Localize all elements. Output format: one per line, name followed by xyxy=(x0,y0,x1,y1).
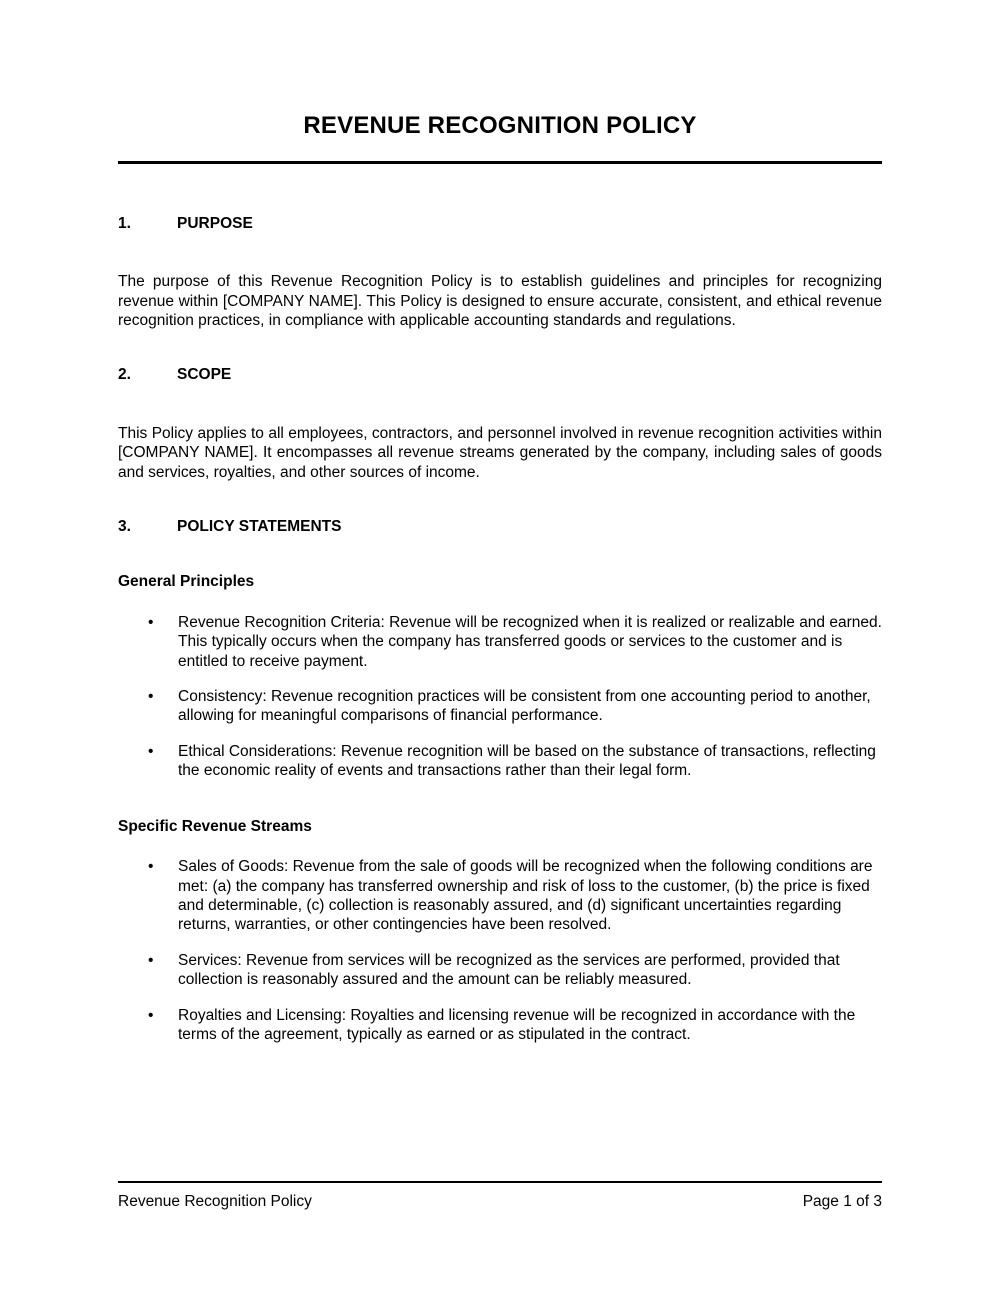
section-number: 3. xyxy=(118,518,131,536)
subsection-heading-general-principles: General Principles xyxy=(118,573,255,591)
bullet-icon: • xyxy=(148,951,154,969)
footer xyxy=(118,1181,882,1211)
bullet-icon: • xyxy=(148,613,154,631)
page-title: REVENUE RECOGNITION POLICY xyxy=(303,112,697,139)
section-number: 2. xyxy=(118,366,131,384)
paragraph-purpose: The purpose of this Revenue Recognition Policy is to establish guidelines and principles for recognizing revenue within [COMPANY NAME]. This Policy is designed to ensure accurate, consistent, and ethical revenue recognition practices, in compliance with applicable accounting standards and regulations. xyxy=(118,273,882,330)
bullet-icon: • xyxy=(148,858,154,876)
bullet-text-services: Services: Revenue from services will be recognized as the services are performed, provided that collection is reasonably assured and the amount can be reliably measured. xyxy=(178,951,840,989)
section-title: SCOPE xyxy=(177,366,232,384)
subsection-heading-specific-revenue-streams: Specific Revenue Streams xyxy=(118,817,312,835)
section-title: PURPOSE xyxy=(177,214,253,232)
list-item xyxy=(118,951,882,990)
footer-page-number: Page 1 of 3 xyxy=(802,1193,882,1210)
list-item xyxy=(118,1006,882,1045)
section-heading-purpose xyxy=(118,214,882,233)
bullet-text-sales-of-goods: Sales of Goods: Revenue from the sale of goods will be recognized when the following conditions are met: (a) the company has transferred ownership and risk of loss to the customer, (b) the price is fixed and determinable, (c) collection is reasonably assured, and (d) significant uncertainties regarding returns, warranties, or other contingencies have been resolved. xyxy=(178,858,873,934)
list-item xyxy=(118,687,882,726)
section-title: POLICY STATEMENTS xyxy=(177,518,342,536)
bullet-text-revenue-recognition-criteria: Revenue Recognition Criteria: Revenue will be recognized when it is realized or realizable and earned. This typically occurs when the company has transferred goods or services to the customer and is entitled to receive payment. xyxy=(178,613,882,670)
title-divider xyxy=(118,161,882,164)
list-item xyxy=(118,857,882,935)
bullet-text-ethical-considerations: Ethical Considerations: Revenue recognition will be based on the substance of transactions, reflecting the economic reality of events and transactions rather than their legal form. xyxy=(178,742,876,780)
paragraph-scope: This Policy applies to all employees, contractors, and personnel involved in revenue recognition activities within [COMPANY NAME]. It encompasses all revenue streams generated by the company, including sales of goods and services, royalties, and other sources of income. xyxy=(118,424,882,481)
section-heading-scope xyxy=(118,365,882,384)
bullet-text-consistency: Consistency: Revenue recognition practices will be consistent from one accounting period to another, allowing for meaningful comparisons of financial performance. xyxy=(178,688,871,725)
bullet-text-royalties-licensing: Royalties and Licensing: Royalties and licensing revenue will be recognized in accordance with the terms of the agreement, typically as earned or as stipulated in the contract. xyxy=(178,1006,856,1043)
list-item xyxy=(118,613,882,671)
bullet-icon: • xyxy=(148,688,154,706)
section-heading-policy-statements xyxy=(118,517,882,536)
bullet-icon: • xyxy=(148,742,154,760)
bullet-icon: • xyxy=(148,1006,154,1024)
list-item xyxy=(118,742,882,781)
footer-doc-title: Revenue Recognition Policy xyxy=(118,1193,312,1210)
section-number: 1. xyxy=(118,214,131,232)
